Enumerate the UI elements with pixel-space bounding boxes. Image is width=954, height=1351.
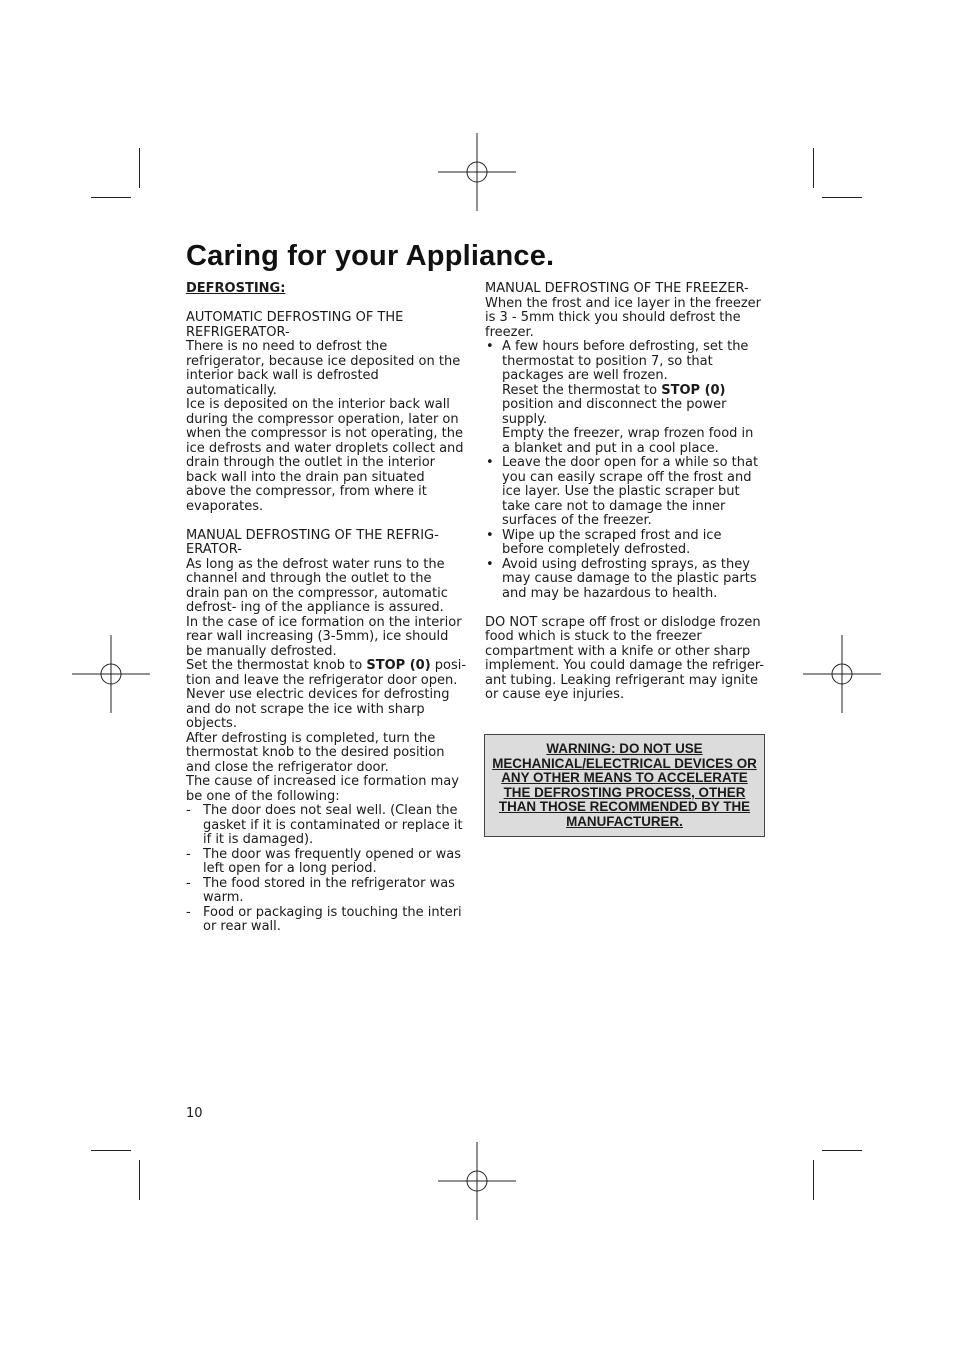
list-item: • Wipe up the scraped frost and ice before completely defrosted. [485, 529, 765, 558]
list-item: • A few hours before defrosting, set the thermostat to position 7, so that packages are well frozen. Reset the thermostat to STOP (0) position and disconnect the power supply. Empty the freezer, wrap frozen food in a blanket and put in a cool place. [485, 340, 765, 456]
registration-mark-icon [438, 1142, 516, 1220]
list-item: - The door does not seal well. (Clean the gasket if it is contaminated or replace it if it is damaged). [186, 804, 468, 848]
crop-mark [813, 1160, 814, 1200]
crop-mark [813, 148, 814, 188]
causes-list [186, 804, 468, 935]
list-item: - The door was frequently opened or was left open for a long period. [186, 848, 468, 877]
paragraph: DO NOT scrape off frost or dislodge frozen food which is stuck to the freezer compartment with a knife or other sharp implement. You could damage the refriger- ant tubing. Leaking refrigerant may ignite or cause eye injuries. [485, 614, 765, 702]
list-item: • Avoid using defrosting sprays, as they may cause damage to the plastic parts and may be hazardous to health. [485, 558, 765, 602]
paragraph: Ice is deposited on the interior back wall during the compressor operation, later on when the compressor is not operating, the ice defrosts and water droplets collect and drain through the outlet in the interior back wall into the drain pan situated above the compressor, from where it evaporates. [186, 397, 464, 514]
crop-mark [139, 148, 140, 188]
paragraph: Set the thermostat knob to STOP (0) posi- tion and leave the refrigerator door open. [186, 658, 467, 688]
page-title: Caring for your Appliance. [186, 240, 555, 272]
list-item: • Leave the door open for a while so that you can easily scrape off the frost and ice layer. Use the plastic scraper but take care not to damage the inner surfaces of the freezer. [485, 456, 765, 529]
paragraph: When the frost and ice layer in the freezer is 3 - 5mm thick you should defrost the freezer. [485, 295, 761, 340]
registration-mark-icon [438, 133, 516, 211]
crop-mark [822, 1150, 862, 1151]
paragraph: There is no need to defrost the refrigerator, because ice deposited on the interior back wall is defrosted automatically. [186, 339, 461, 398]
right-column [485, 282, 765, 703]
list-item: - Food or packaging is touching the interi or rear wall. [186, 906, 468, 935]
paragraph: The cause of increased ice formation may be one of the following: [186, 774, 459, 804]
manual-defrost-title: MANUAL DEFROSTING OF THE REFRIG- ERATOR- [186, 527, 439, 557]
freezer-steps-list [485, 340, 765, 601]
crop-mark [822, 197, 862, 198]
paragraph: Never use electric devices for defrosting and do not scrape the ice with sharp objects. [186, 687, 450, 731]
paragraph: In the case of ice formation on the interior rear wall increasing (3-5mm), ice should be manually defrosted. [186, 614, 462, 659]
warning-text: WARNING: DO NOT USE MECHANICAL/ELECTRICAL DEVICES OR ANY OTHER MEANS TO ACCELERATE THE DEFROSTING PROCESS, OTHER THAN THOSE RECOMMENDED BY THE MANUFACTURER. [492, 741, 757, 829]
auto-defrost-title: AUTOMATIC DEFROSTING OF THE REFRIGERATOR- [186, 310, 404, 340]
crop-mark [91, 1150, 131, 1151]
paragraph: After defrosting is completed, turn the thermostat knob to the desired position and close the refrigerator door. [186, 730, 445, 775]
registration-mark-icon [803, 635, 881, 713]
page-number: 10 [186, 1106, 203, 1121]
list-item: - The food stored in the refrigerator was warm. [186, 877, 468, 906]
registration-mark-icon [72, 635, 150, 713]
paragraph: As long as the defrost water runs to the channel and through the outlet to the drain pan on the compressor, automatic defrost- ing of the appliance is assured. [186, 556, 448, 615]
section-heading: DEFROSTING: [186, 281, 286, 296]
freezer-defrost-title: MANUAL DEFROSTING OF THE FREEZER- [485, 281, 749, 296]
warning-box [484, 734, 765, 837]
stop-label: STOP (0) [661, 382, 726, 398]
left-column [186, 282, 468, 935]
stop-label: STOP (0) [366, 658, 431, 673]
crop-mark [139, 1160, 140, 1200]
crop-mark [91, 197, 131, 198]
